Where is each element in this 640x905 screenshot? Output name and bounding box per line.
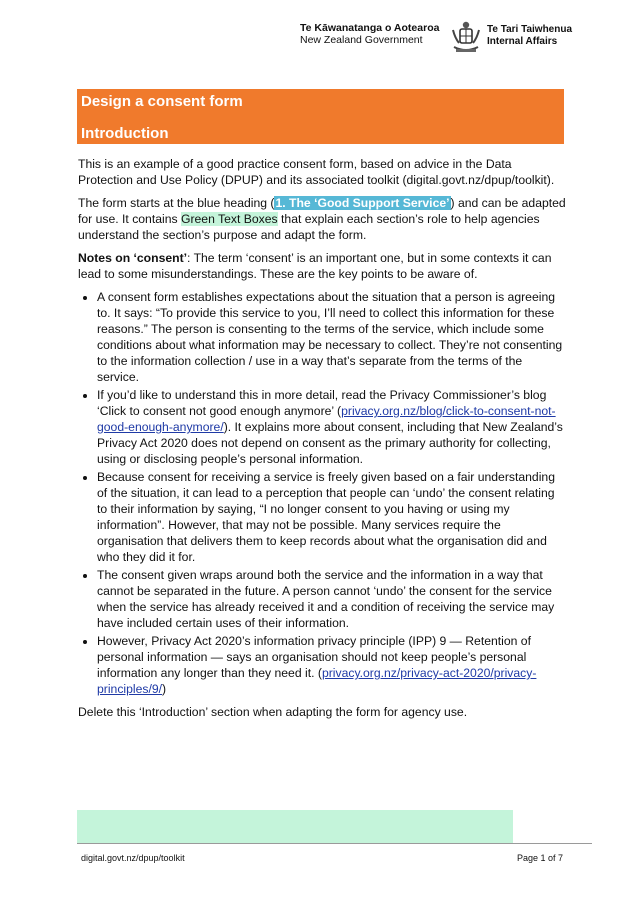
consent-notes-label: Notes on ‘consent’ bbox=[78, 251, 188, 265]
gov-line-2: New Zealand Government bbox=[300, 34, 423, 46]
blue-heading-highlight: 1. The ‘Good Support Service’ bbox=[275, 196, 450, 210]
introduction-content bbox=[78, 156, 566, 727]
bullet-2-text-b: ). It explains more about consent, including that New Zealand’s Privacy Act 2020 does not depend on consent as the primary authority for collecting, using or disclosing people’s personal information. bbox=[97, 420, 563, 466]
bullet-5-text-b: ) bbox=[162, 682, 167, 696]
green-text-box bbox=[77, 810, 513, 844]
list-item: • Because consent for receiving a service is freely given based on a fair understanding of the situation, it can lead to a perception that people can ‘undo’ the consent relating to their information by saying, “I no longer consent to you having or using my information”. However, that may not be possible. Many services require the organisation that delivers them to keep records about what the organisation did and who they did it for. bbox=[97, 469, 566, 565]
coat-of-arms-icon bbox=[450, 20, 482, 54]
closing-instruction: Delete this ‘Introduction’ section when adapting the form for agency use. bbox=[78, 705, 468, 719]
list-item: • The consent given wraps around both the service and the information in a way that cannot be separated in the future. A person cannot ‘undo’ the consent for the service when the service has already received it and a condition of receiving the service may have included certain uses of their information. bbox=[97, 567, 566, 631]
consent-notes-paragraph bbox=[78, 250, 566, 282]
consent-notes-text: : The term ‘consent’ is an important one, but in some contexts it can lead to some misunderstandings. These are the key points to be aware of. bbox=[78, 251, 552, 281]
bullet-5-text-a: However, Privacy Act 2020’s information privacy principle (IPP) 9 — Retention of personal information — says an organisation should not keep people’s personal information any longer than they need it. ( bbox=[97, 634, 531, 680]
internal-affairs-logo bbox=[487, 24, 572, 48]
section-heading: Introduction bbox=[81, 125, 169, 142]
consent-points-list bbox=[78, 289, 566, 697]
title-banner bbox=[77, 89, 564, 144]
list-item bbox=[97, 633, 566, 697]
document-title: Design a consent form bbox=[81, 93, 243, 110]
privacy-principle-link[interactable]: privacy.org.nz/privacy-act-2020/privacy-principles/9/ bbox=[97, 666, 537, 696]
bullet-2-text-a: If you’d like to understand this in more detail, read the Privacy Commissioner’s blog ‘Click to consent not good enough anymore’ ( bbox=[97, 388, 547, 418]
list-item bbox=[97, 387, 566, 467]
p2-text-a: The form starts at the blue heading ( bbox=[78, 196, 275, 210]
gov-line-1: Te Kāwanatanga o Aotearoa bbox=[300, 22, 440, 34]
header-logos bbox=[300, 22, 580, 54]
privacy-blog-link[interactable]: privacy.org.nz/blog/click-to-consent-not-good-enough-anymore/ bbox=[97, 404, 556, 434]
p2-text-c: that explain each section’s role to help agencies understand the section’s purpose and adapt the form. bbox=[78, 212, 540, 242]
footer-url: digital.govt.nz/dpup/toolkit bbox=[81, 853, 185, 863]
intro-paragraph-2 bbox=[78, 195, 566, 243]
dept-line-1: Te Tari Taiwhenua bbox=[487, 24, 573, 35]
list-item: • A consent form establishes expectations about the situation that a person is agreeing to. It says: “To provide this service to you, I’ll need to collect this information for these reasons.” The person is consenting to the terms of the service, which include some conditions about what information may be necessary to collect. They’re not consenting to the information collection / use in a way that’s separate from the terms of the service. bbox=[97, 289, 566, 385]
nz-government-logo bbox=[300, 22, 439, 47]
footer-divider bbox=[77, 843, 592, 844]
green-box-highlight: Green Text Boxes bbox=[180, 212, 278, 226]
p2-text-b: ) and can be adapted for use. It contains bbox=[78, 196, 566, 226]
dept-line-2: Internal Affairs bbox=[487, 36, 558, 47]
intro-paragraph-1: This is an example of a good practice consent form, based on advice in the Data Protection and Use Policy (DPUP) and its associated toolkit (digital.govt.nz/dpup/toolkit). bbox=[78, 157, 555, 187]
page-number: Page 1 of 7 bbox=[516, 853, 563, 863]
